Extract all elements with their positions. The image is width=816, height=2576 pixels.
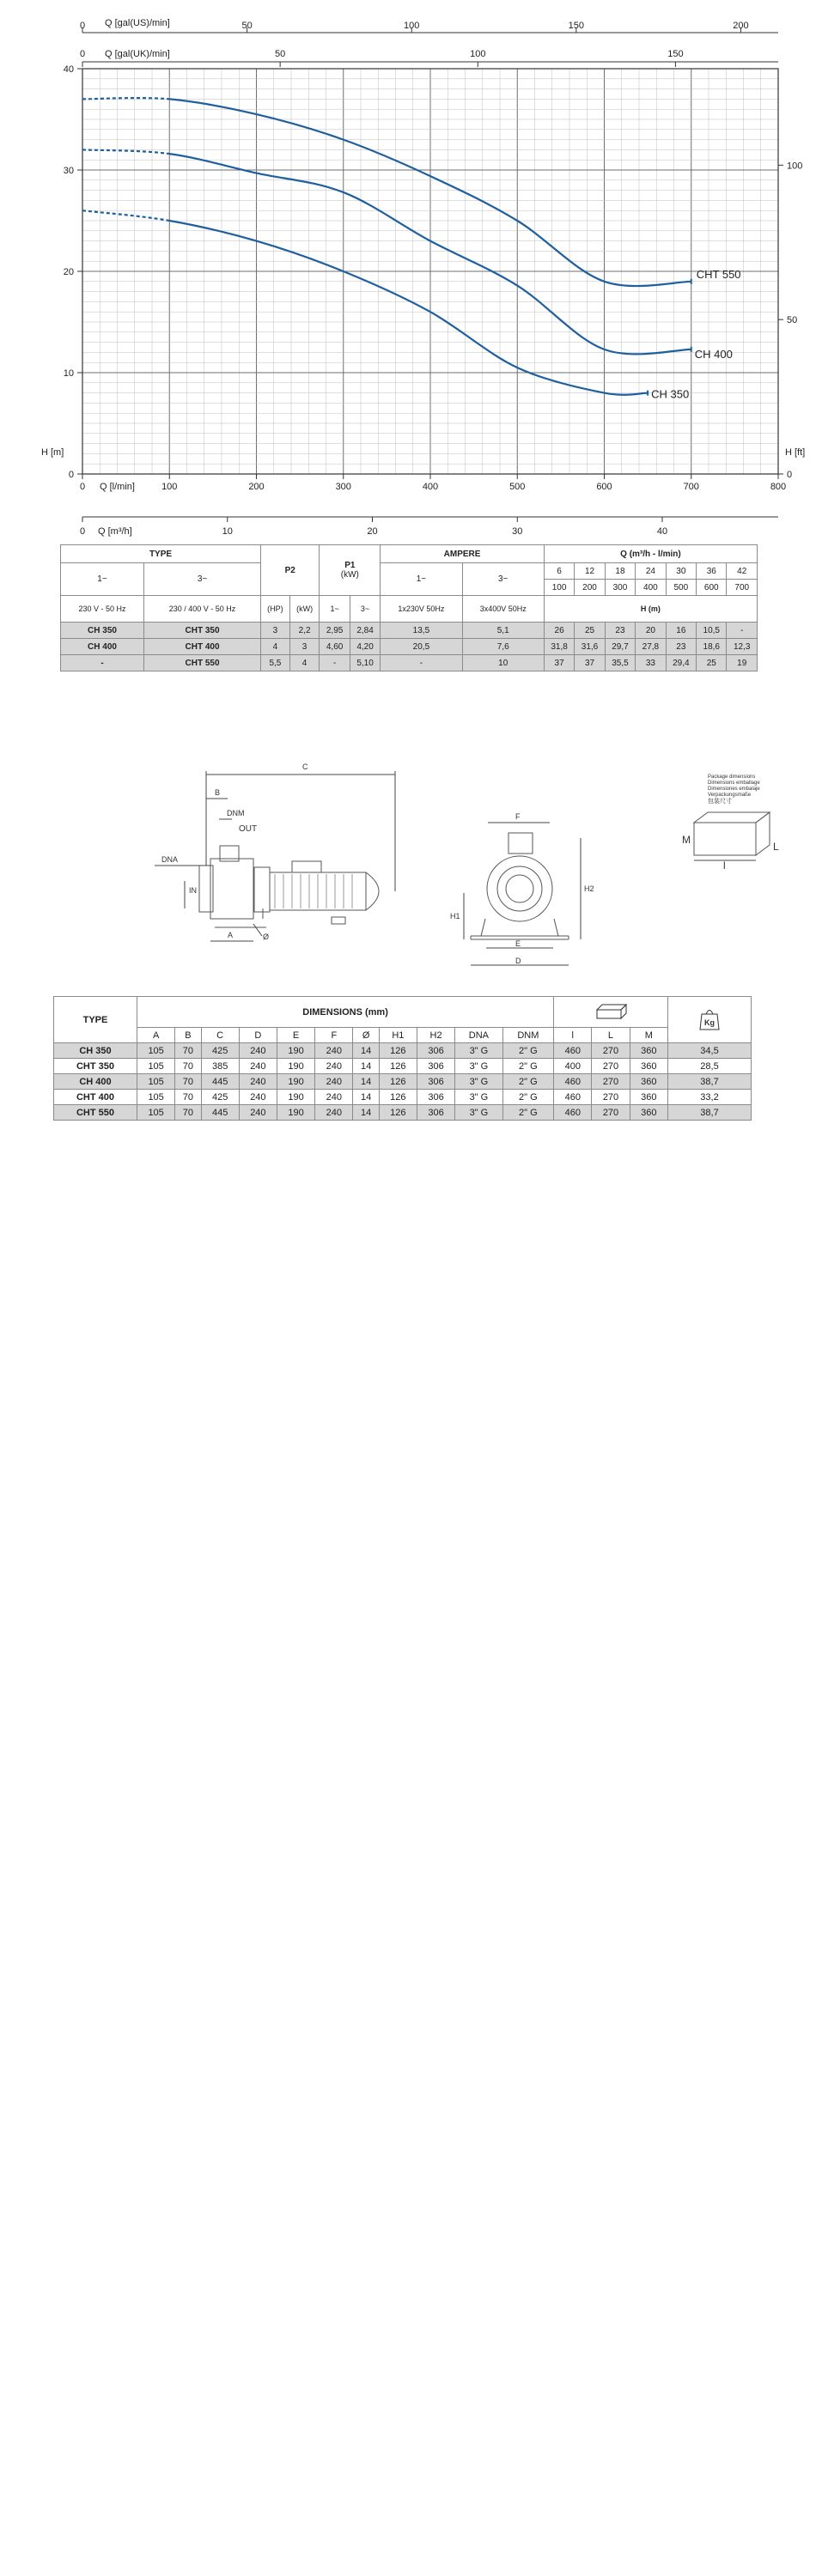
volt3-header: 230 / 400 V - 50 Hz — [144, 596, 261, 623]
pack-legend-line: 包装尺寸 — [708, 799, 732, 805]
perf-row — [61, 639, 758, 655]
pump-front-view — [464, 823, 581, 965]
secondary-tick-label: 100 — [787, 161, 803, 172]
dim-value-cell: 126 — [379, 1090, 417, 1105]
dim-type-cell: CHT 350 — [54, 1059, 137, 1074]
dim-type-header: TYPE — [54, 997, 137, 1043]
secondary-tick-label: 0 — [79, 526, 86, 537]
dim-value-cell: 240 — [239, 1043, 277, 1059]
dim-value-cell: 306 — [417, 1074, 454, 1090]
dim-value-cell: 3" G — [455, 1043, 502, 1059]
dim-value-cell: 240 — [315, 1090, 353, 1105]
dim-value-cell: 126 — [379, 1043, 417, 1059]
pack-value-cell: 270 — [592, 1090, 630, 1105]
dim-col-header: DNM — [502, 1028, 554, 1043]
perf-header-row-1 — [61, 545, 758, 563]
dim-value-cell: 70 — [175, 1059, 201, 1074]
chart-grid — [82, 69, 778, 474]
x-axis-label: Q [l/min] — [100, 482, 135, 492]
dim-value-cell: 126 — [379, 1074, 417, 1090]
package-header — [554, 997, 668, 1028]
amp-3ph-value: 5,1 — [462, 623, 544, 639]
pack-label-m: M — [682, 834, 691, 846]
head-value: 12,3 — [727, 639, 758, 655]
dim-value-cell: 240 — [239, 1059, 277, 1074]
series-curve-dashed — [82, 210, 169, 221]
perf-header-row-4 — [61, 596, 758, 623]
hp-value: 4 — [261, 639, 290, 655]
secondary-tick-label: 10 — [222, 526, 233, 537]
weight-value-cell: 34,5 — [668, 1043, 752, 1059]
pack-value-cell: 400 — [554, 1059, 592, 1074]
dim-value-cell: 385 — [201, 1059, 239, 1074]
head-value: 33 — [636, 655, 666, 671]
y-tick-label: 10 — [63, 368, 74, 379]
weight-value-cell: 38,7 — [668, 1074, 752, 1090]
dim-label-b: B — [215, 788, 221, 797]
amp3-sub-header: 3x400V 50Hz — [462, 596, 544, 623]
dim-value-cell: 2" G — [502, 1059, 554, 1074]
p1-label: P1 — [344, 561, 356, 570]
dim-value-cell: 126 — [379, 1105, 417, 1121]
dim-col-header: A — [137, 1028, 175, 1043]
q-lmin-cell: 500 — [666, 580, 696, 596]
dim-col-header: Ø — [353, 1028, 379, 1043]
top-uk-axis-label: Q [gal(UK)/min] — [105, 49, 170, 59]
dim-col-header: F — [315, 1028, 353, 1043]
pack-label-l: L — [773, 841, 779, 853]
secondary-tick-label: 50 — [241, 21, 253, 31]
p1-3ph-value: 2,84 — [350, 623, 380, 639]
weight-value-cell: 28,5 — [668, 1059, 752, 1074]
dim-value-cell: 2" G — [502, 1090, 554, 1105]
type-3ph: CHT 400 — [144, 639, 261, 655]
amp-3ph-value: 7,6 — [462, 639, 544, 655]
package-box — [694, 812, 770, 860]
q-lmin-cell: 600 — [697, 580, 727, 596]
pack-col-header: L — [592, 1028, 630, 1043]
dim-value-cell: 14 — [353, 1059, 379, 1074]
head-value: 31,6 — [575, 639, 605, 655]
dimensions-table — [53, 996, 752, 1121]
pack-label-length: l — [723, 860, 726, 872]
secondary-tick-label: 200 — [733, 21, 749, 31]
q-lmin-cell: 400 — [636, 580, 666, 596]
pack-legend-line: Dimensions emballage — [708, 781, 760, 786]
secondary-tick-label: 150 — [568, 21, 585, 31]
dim-col-header: E — [277, 1028, 314, 1043]
p2-header: P2 — [261, 545, 320, 596]
type-1ph: CH 350 — [61, 623, 144, 639]
head-value: 20 — [636, 623, 666, 639]
series-label: CH 400 — [694, 347, 733, 361]
pack-value-cell: 460 — [554, 1105, 592, 1121]
dim-header-row-1 — [54, 997, 752, 1028]
pack-col-header: M — [630, 1028, 667, 1043]
dim-col-header: C — [201, 1028, 239, 1043]
pack-col-header: l — [554, 1028, 592, 1043]
dim-value-cell: 306 — [417, 1059, 454, 1074]
hp-value: 3 — [261, 623, 290, 639]
dim-col-header: B — [175, 1028, 201, 1043]
q-lmin-cell: 100 — [544, 580, 574, 596]
pack-value-cell: 360 — [630, 1074, 667, 1090]
q-lmin-cell: 700 — [727, 580, 758, 596]
ampere-header: AMPERE — [381, 545, 545, 563]
dim-label-dna: DNA — [161, 855, 179, 864]
amp-1ph-value: 20,5 — [381, 639, 462, 655]
pack-value-cell: 460 — [554, 1074, 592, 1090]
dim-col-header: D — [239, 1028, 277, 1043]
q-lmin-cell: 200 — [575, 580, 605, 596]
dim-value-cell: 240 — [239, 1090, 277, 1105]
weight-icon-label: Kg — [704, 1018, 715, 1027]
head-value: 16 — [666, 623, 696, 639]
type-1ph: - — [61, 655, 144, 671]
pack-value-cell: 360 — [630, 1059, 667, 1074]
type-header: TYPE — [61, 545, 261, 563]
pack-value-cell: 270 — [592, 1074, 630, 1090]
series-curve — [169, 221, 648, 395]
p1-1ph-value: - — [320, 655, 350, 671]
hp-header: (HP) — [261, 596, 290, 623]
p1-3ph-value: 5,10 — [350, 655, 380, 671]
head-value: 23 — [605, 623, 635, 639]
dim-value-cell: 3" G — [455, 1090, 502, 1105]
head-value: 29,7 — [605, 639, 635, 655]
dim-label-f: F — [515, 812, 521, 821]
pack-legend-line: Verpackungsmaße — [708, 793, 752, 798]
pack-value-cell: 360 — [630, 1090, 667, 1105]
p1-1ph-value: 4,60 — [320, 639, 350, 655]
dim-row — [54, 1059, 752, 1074]
head-value: 26 — [544, 623, 574, 639]
dim-value-cell: 190 — [277, 1043, 314, 1059]
dim-type-cell: CH 350 — [54, 1043, 137, 1059]
dim-row — [54, 1043, 752, 1059]
dim-value-cell: 2" G — [502, 1074, 554, 1090]
dim-label-a: A — [228, 931, 234, 939]
dim-value-cell: 105 — [137, 1043, 175, 1059]
q-m3h-cell: 6 — [544, 563, 574, 580]
head-value: 31,8 — [544, 639, 574, 655]
dim-label-d: D — [515, 957, 521, 965]
pump-dimension-drawing — [0, 737, 816, 994]
dim-value-cell: 190 — [277, 1090, 314, 1105]
y-tick-label: 20 — [63, 267, 74, 277]
dim-label-c: C — [302, 762, 308, 771]
kw-header: (kW) — [289, 596, 320, 623]
dim-row — [54, 1090, 752, 1105]
kw-value: 4 — [289, 655, 320, 671]
bottom-axis-label: Q [m³/h] — [98, 526, 132, 537]
dim-value-cell: 240 — [315, 1059, 353, 1074]
dim-value-cell: 425 — [201, 1043, 239, 1059]
secondary-tick-label: 30 — [512, 526, 523, 537]
dim-value-cell: 3" G — [455, 1074, 502, 1090]
chart-labels — [41, 18, 805, 537]
phase3-header: 3~ — [144, 563, 261, 596]
amp-phase1-header: 1~ — [381, 563, 462, 596]
dim-value-cell: 3" G — [455, 1059, 502, 1074]
q-lmin-cell: 300 — [605, 580, 635, 596]
volt1-header: 230 V - 50 Hz — [61, 596, 144, 623]
p1-phase3-header: 3~ — [350, 596, 380, 623]
x-tick-label: 100 — [161, 482, 178, 492]
dim-value-cell: 126 — [379, 1059, 417, 1074]
head-value: - — [727, 623, 758, 639]
q-m3h-cell: 12 — [575, 563, 605, 580]
pack-value-cell: 360 — [630, 1043, 667, 1059]
pack-value-cell: 460 — [554, 1043, 592, 1059]
perf-row — [61, 655, 758, 671]
pack-value-cell: 360 — [630, 1105, 667, 1121]
dim-col-header: H1 — [379, 1028, 417, 1043]
kw-value: 3 — [289, 639, 320, 655]
dim-label-e: E — [515, 939, 521, 948]
dim-value-cell: 14 — [353, 1105, 379, 1121]
head-value: 25 — [575, 623, 605, 639]
dim-value-cell: 445 — [201, 1074, 239, 1090]
dim-value-cell: 105 — [137, 1059, 175, 1074]
dim-label-dia: Ø — [263, 933, 270, 941]
dimensions-header: DIMENSIONS (mm) — [137, 997, 554, 1028]
amp-1ph-value: - — [381, 655, 462, 671]
dim-value-cell: 2" G — [502, 1043, 554, 1059]
dim-value-cell: 190 — [277, 1059, 314, 1074]
pack-value-cell: 270 — [592, 1059, 630, 1074]
dim-label-dnm: DNM — [227, 809, 245, 817]
dim-row — [54, 1105, 752, 1121]
p1-3ph-value: 4,20 — [350, 639, 380, 655]
head-value: 37 — [575, 655, 605, 671]
x-tick-label: 200 — [248, 482, 265, 492]
dim-value-cell: 190 — [277, 1074, 314, 1090]
dim-label-h1: H1 — [450, 912, 460, 920]
dim-value-cell: 240 — [315, 1105, 353, 1121]
top-us-axis-label: Q [gal(US)/min] — [105, 18, 170, 28]
dim-value-cell: 70 — [175, 1090, 201, 1105]
dim-value-cell: 14 — [353, 1043, 379, 1059]
dim-value-cell: 306 — [417, 1090, 454, 1105]
hp-value: 5,5 — [261, 655, 290, 671]
dim-value-cell: 306 — [417, 1043, 454, 1059]
dim-type-cell: CHT 550 — [54, 1105, 137, 1121]
dim-value-cell: 105 — [137, 1105, 175, 1121]
secondary-tick-label: 100 — [404, 21, 420, 31]
y-tick-label: 0 — [68, 470, 74, 480]
right-axis-label: H [ft] — [785, 447, 806, 458]
p1-unit: (kW) — [340, 570, 359, 580]
pack-legend-line: Dimensiones embalaje — [708, 787, 760, 792]
amp1-sub-header: 1x230V 50Hz — [381, 596, 462, 623]
dim-value-cell: 3" G — [455, 1105, 502, 1121]
dim-value-cell: 240 — [315, 1043, 353, 1059]
chart-series — [82, 98, 691, 396]
x-tick-label: 500 — [509, 482, 526, 492]
dim-value-cell: 445 — [201, 1105, 239, 1121]
y-tick-label: 30 — [63, 166, 74, 176]
dim-value-cell: 14 — [353, 1090, 379, 1105]
dim-value-cell: 105 — [137, 1090, 175, 1105]
amp-phase3-header: 3~ — [462, 563, 544, 596]
dim-value-cell: 2" G — [502, 1105, 554, 1121]
dim-value-cell: 70 — [175, 1105, 201, 1121]
dim-type-cell: CH 400 — [54, 1074, 137, 1090]
q-header: Q (m³/h - l/min) — [544, 545, 757, 563]
secondary-tick-label: 50 — [275, 49, 286, 59]
dim-row — [54, 1074, 752, 1090]
secondary-tick-label: 0 — [79, 21, 86, 31]
pack-legend-line: Package dimensions — [708, 775, 756, 780]
dim-label-in: IN — [189, 886, 197, 895]
y-axis-label: H [m] — [41, 447, 64, 458]
x-tick-label: 300 — [335, 482, 351, 492]
dim-value-cell: 306 — [417, 1105, 454, 1121]
dim-type-cell: CHT 400 — [54, 1090, 137, 1105]
q-m3h-cell: 18 — [605, 563, 635, 580]
dim-col-header: H2 — [417, 1028, 454, 1043]
head-value: 35,5 — [605, 655, 635, 671]
head-value: 37 — [544, 655, 574, 671]
secondary-tick-label: 100 — [470, 49, 486, 59]
head-value: 19 — [727, 655, 758, 671]
perf-header-row-2 — [61, 563, 758, 580]
secondary-tick-label: 150 — [667, 49, 684, 59]
head-value: 10,5 — [697, 623, 727, 639]
dim-value-cell: 240 — [239, 1105, 277, 1121]
pack-value-cell: 460 — [554, 1090, 592, 1105]
perf-row — [61, 623, 758, 639]
dim-value-cell: 425 — [201, 1090, 239, 1105]
weight-header — [668, 997, 752, 1043]
dimensions-table-body — [54, 1043, 752, 1121]
weight-value-cell: 38,7 — [668, 1105, 752, 1121]
weight-icon — [698, 1005, 721, 1031]
amp-1ph-value: 13,5 — [381, 623, 462, 639]
dim-header-row-2 — [54, 1028, 752, 1043]
dim-value-cell: 105 — [137, 1074, 175, 1090]
type-3ph: CHT 550 — [144, 655, 261, 671]
x-tick-label: 800 — [770, 482, 787, 492]
q-m3h-cell: 24 — [636, 563, 666, 580]
h-header: H (m) — [544, 596, 757, 623]
secondary-tick-label: 0 — [79, 49, 86, 59]
type-3ph: CHT 350 — [144, 623, 261, 639]
dim-value-cell: 70 — [175, 1074, 201, 1090]
dim-value-cell: 190 — [277, 1105, 314, 1121]
series-curve-dashed — [82, 98, 169, 99]
series-curve-dashed — [82, 149, 169, 154]
package-icon — [592, 999, 630, 1022]
pack-value-cell: 270 — [592, 1105, 630, 1121]
kw-value: 2,2 — [289, 623, 320, 639]
dim-col-header: DNA — [455, 1028, 502, 1043]
amp-3ph-value: 10 — [462, 655, 544, 671]
secondary-tick-label: 40 — [656, 526, 668, 537]
dim-label-h2: H2 — [584, 884, 594, 893]
x-tick-label: 600 — [596, 482, 612, 492]
weight-value-cell: 33,2 — [668, 1090, 752, 1105]
phase1-header: 1~ — [61, 563, 144, 596]
dim-value-cell: 240 — [239, 1074, 277, 1090]
head-value: 23 — [666, 639, 696, 655]
head-value: 29,4 — [666, 655, 696, 671]
series-label: CH 350 — [651, 387, 690, 401]
q-m3h-cell: 36 — [697, 563, 727, 580]
secondary-tick-label: 0 — [787, 470, 793, 480]
x-tick-label: 0 — [79, 482, 86, 492]
p1-1ph-value: 2,95 — [320, 623, 350, 639]
dim-value-cell: 14 — [353, 1074, 379, 1090]
type-1ph: CH 400 — [61, 639, 144, 655]
pump-side-view — [155, 771, 395, 941]
performance-curve-chart — [0, 0, 816, 550]
head-value: 27,8 — [636, 639, 666, 655]
secondary-tick-label: 20 — [367, 526, 378, 537]
dim-value-cell: 240 — [315, 1074, 353, 1090]
pack-value-cell: 270 — [592, 1043, 630, 1059]
y-tick-label: 40 — [63, 64, 74, 75]
p1-header — [320, 545, 381, 596]
series-label: CHT 550 — [696, 267, 741, 281]
head-value: 25 — [697, 655, 727, 671]
dim-label-out: OUT — [239, 824, 258, 834]
p1-phase1-header: 1~ — [320, 596, 350, 623]
q-m3h-cell: 30 — [666, 563, 696, 580]
q-m3h-cell: 42 — [727, 563, 758, 580]
secondary-tick-label: 50 — [787, 315, 798, 326]
x-tick-label: 400 — [422, 482, 439, 492]
head-value: 18,6 — [697, 639, 727, 655]
performance-table — [60, 544, 758, 671]
dim-value-cell: 70 — [175, 1043, 201, 1059]
x-tick-label: 700 — [683, 482, 699, 492]
